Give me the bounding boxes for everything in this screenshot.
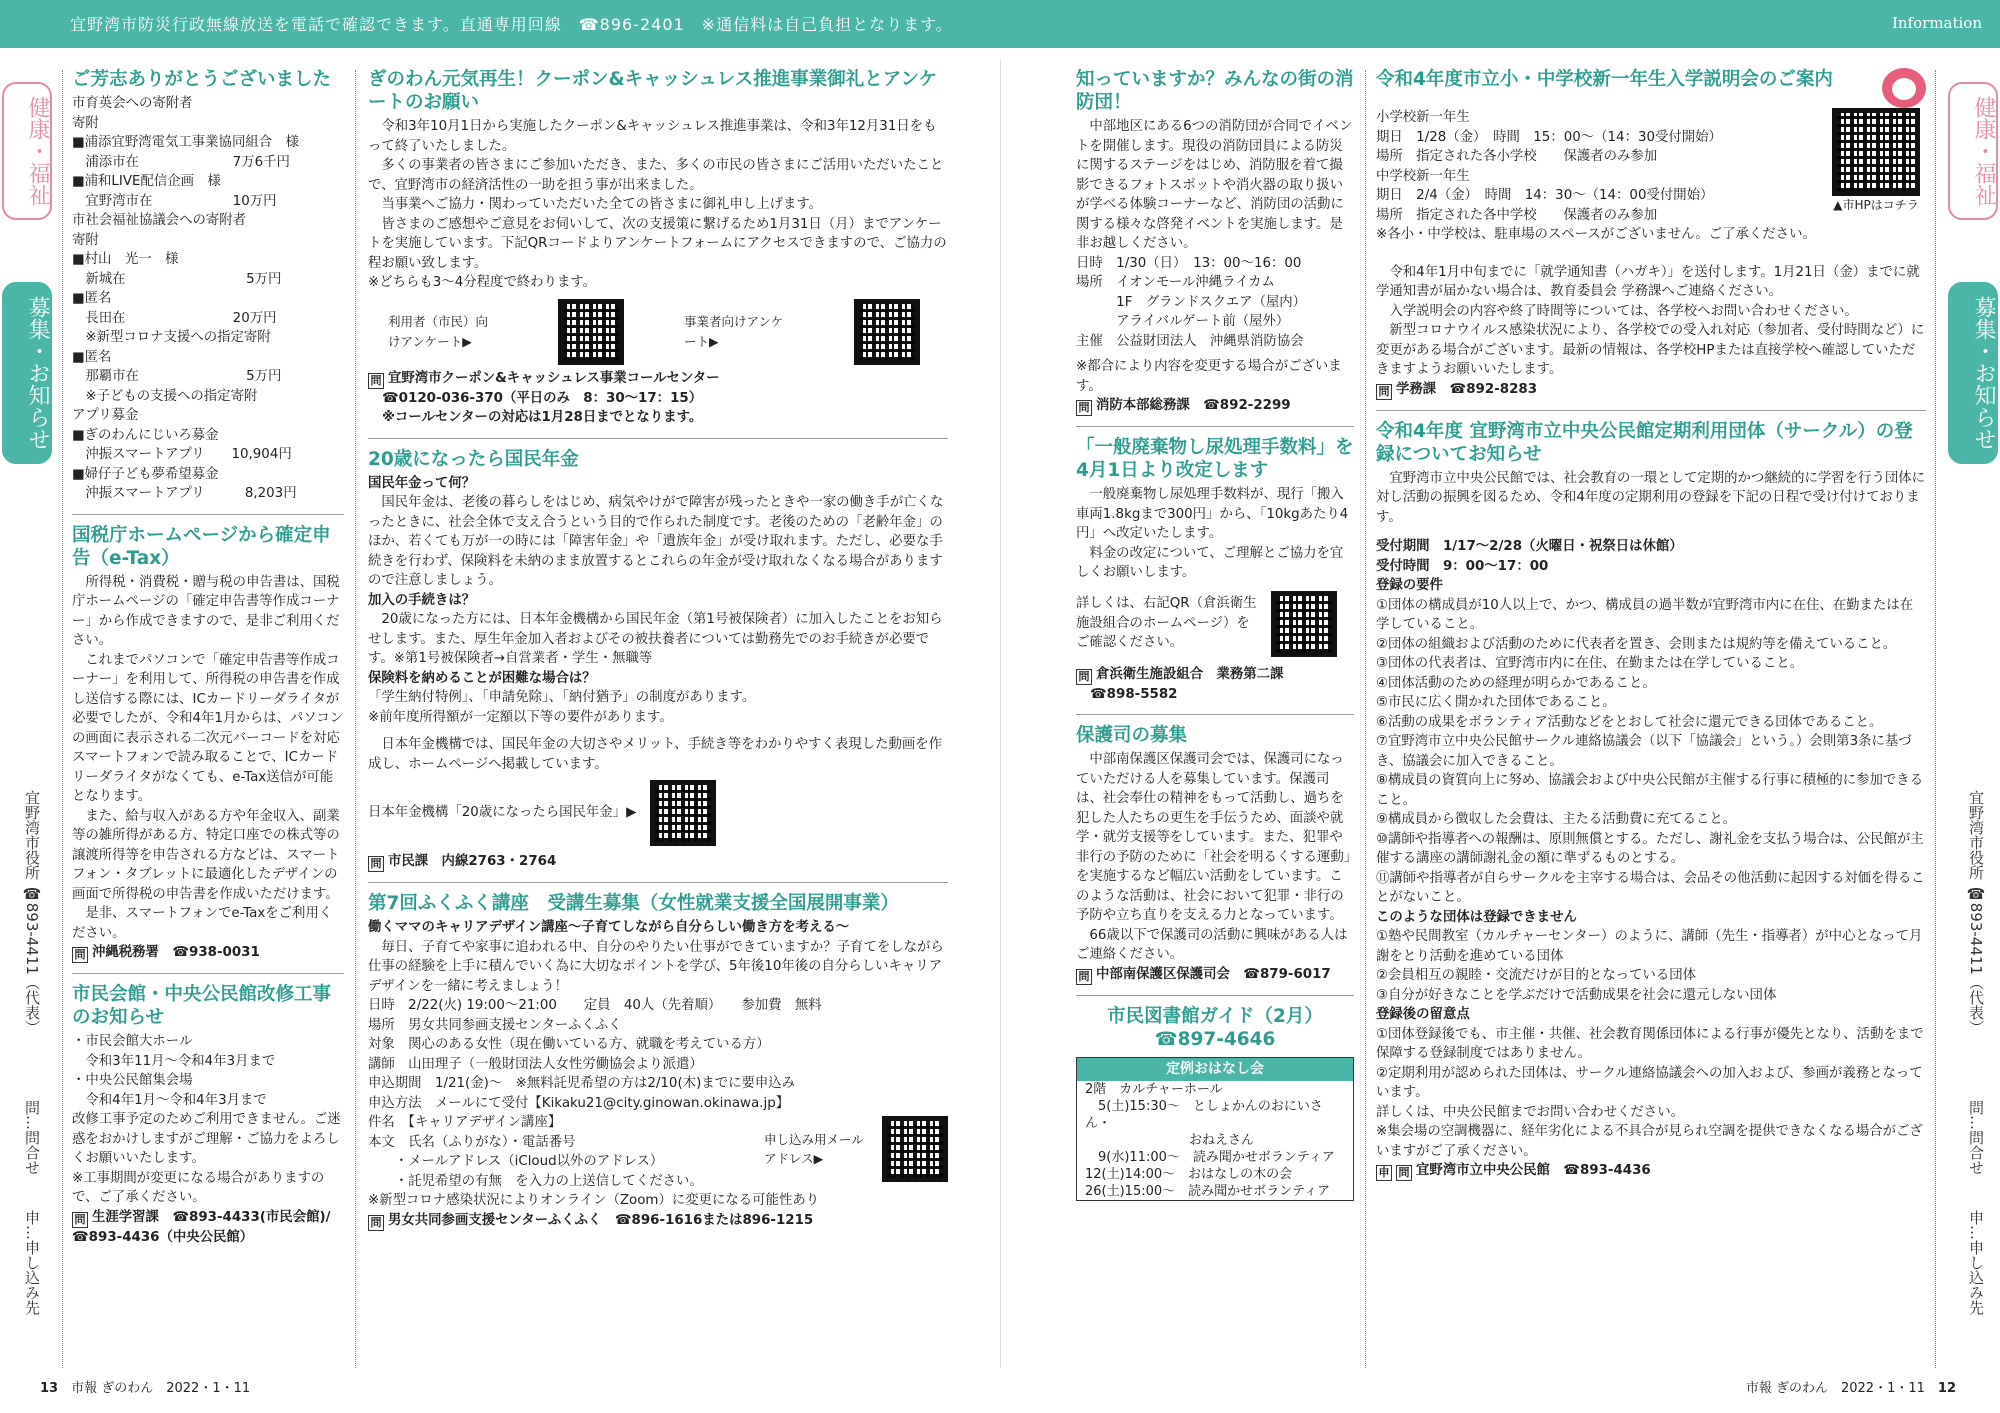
list-item: ・メールアドレス（iCloud以外のアドレス） xyxy=(368,1154,664,1169)
library-section xyxy=(1076,1005,1354,1202)
list-item: ②会員相互の親睦・交流だけが目的となっている団体 xyxy=(1376,968,1696,983)
inquiry-mark: 問 xyxy=(1076,400,1092,416)
page-number-left: 13 xyxy=(40,1381,59,1396)
list-item: 市社会福祉協議会への寄附者 xyxy=(72,213,247,228)
circle-section xyxy=(1376,420,1926,1182)
firestation-contact xyxy=(1076,396,1354,416)
probation-contact xyxy=(1076,965,1354,985)
qr-citizen-label: 利用者（市民）向けアンケート▶ xyxy=(388,314,489,349)
circle-title: 令和4年度 宜野湾市立中央公民館定期利用団体（サークル）の登録についてお知らせ xyxy=(1376,420,1913,465)
list-item: ①団体の構成員が10人以上で、かつ、構成員の過半数が宜野湾市内に在住、在勤または在学していること。 xyxy=(1376,597,1914,632)
column-right-2 xyxy=(1376,68,1926,1181)
inquiry-mark: 問 xyxy=(368,373,384,389)
list-item: 場所 イオンモール沖縄ライカム xyxy=(1076,275,1275,290)
list-item: ①団体登録後でも、市主催・共催、社会教育関係団体による行事が優先となり、活動をまで保障する登録制度ではありません。 xyxy=(1376,1026,1924,1061)
publication-left: 市報 ぎのわん 2022・1・11 xyxy=(71,1381,251,1396)
firestation-section xyxy=(1076,68,1354,416)
waste-section xyxy=(1076,436,1354,704)
inquiry-mark: 問 xyxy=(72,1212,88,1228)
list-item: 寄附 xyxy=(72,115,99,131)
list-item: ■浦和LIVE配信企画 様 xyxy=(72,174,221,189)
circle-req-title: 登録の要件 xyxy=(1376,578,1443,593)
fukufuku-section xyxy=(368,892,948,1231)
school-contact-text: 学務課 ☎892-8283 xyxy=(1396,381,1538,397)
tab-recruit-left[interactable]: 募集・お知らせ xyxy=(2,282,52,464)
school-schedule xyxy=(1376,108,1826,245)
list-item: ■村山 光一 様 xyxy=(72,252,179,267)
circle-ng-title: このような団体は登録できません xyxy=(1376,909,1577,925)
hall-title: 市民会館・中央公民館改修工事のお知らせ xyxy=(72,984,332,1028)
list-item: 期日 2/4（金） 時間 14：30～（14：00受付開始） xyxy=(1376,188,1714,203)
list-item: 長田在 20万円 xyxy=(72,310,277,326)
coupon-contact-text: 宜野湾市クーポン&キャッシュレス事業コールセンター xyxy=(388,370,720,386)
probation-contact-text: 中部南保護区保護司会 ☎879-6017 xyxy=(1096,966,1331,982)
etax-section xyxy=(72,524,344,964)
circle-after-title: 登録後の留意点 xyxy=(1376,1007,1470,1022)
list-item: ④団体活動のための経理が明らかであること。 xyxy=(1376,675,1656,691)
column-right-1 xyxy=(1076,68,1354,1201)
mascot-icon xyxy=(1882,68,1926,108)
list-item: ⑧構成員の資質向上に努め、協議会および中央公民館が主催する行事に積極的に参加できること。 xyxy=(1376,773,1924,808)
list-item: ③団体の代表者は、宜野湾市内に在住、在勤または在学していること。 xyxy=(1376,656,1804,671)
list-item: ③自分が好きなことを学ぶだけで活動成果を社会に還元しない団体 xyxy=(1376,987,1777,1003)
list-item: ・中央公民館集会場 xyxy=(72,1073,193,1088)
waste-qr[interactable] xyxy=(1271,591,1337,657)
school-title: 令和4年度市立小・中学校新一年生入学説明会のご案内 xyxy=(1376,69,1833,90)
waste-contact-text: 倉浜衛生施設組合 業務第二課 xyxy=(1096,666,1284,682)
school-para-3: 新型コロナウイルス感染状況により、各学校での受入れ対応（参加者、受付時間など）に変更がある場合がございます。最新の情報は、各学校HPまたは直接学校へ確認していただきますようお願いいたします。 xyxy=(1376,323,1925,377)
waste-title: 「一般廃棄物し尿処理手数料」を4月1日より改定します xyxy=(1076,437,1354,481)
circle-body: 宜野湾市立中央公民館では、社会教育の一環として定期的かつ継続的に学習を行う団体に対し活動の振興を図るため、令和4年度の定期利用の登録を下記の日程で受け付けております。 xyxy=(1376,470,1926,525)
list-item: 期日 1/28（金） 時間 15：00～（14：30受付開始） xyxy=(1376,129,1722,145)
pension-sub-1: 国民年金って何？ xyxy=(368,475,476,491)
list-item: 新城在 5万円 xyxy=(72,271,282,287)
list-item: 場所 男女共同参画支援センターふくふく xyxy=(368,1017,622,1033)
qr-business-label: 事業者向けアンケート▶ xyxy=(684,314,784,349)
pension-title: 20歳になったら国民年金 xyxy=(368,448,579,470)
probation-section xyxy=(1076,724,1354,985)
list-item: 申込方法 メールにて受付【Kikaku21@city.ginowan.okinawa.jp】 xyxy=(368,1095,790,1111)
list-item: 小学校新一年生 xyxy=(1376,110,1470,125)
firestation-note: ※都合により内容を変更する場合がございます。 xyxy=(1076,359,1342,394)
etax-contact xyxy=(72,943,344,963)
coupon-contact xyxy=(368,369,948,389)
circle-contact-text: 宜野湾市立中央公民館 ☎893-4436 xyxy=(1416,1163,1651,1178)
list-item: 1F グランドスクエア（屋内） xyxy=(1076,294,1307,310)
pension-sub-3: 保険料を納めることが困難な場合は？ xyxy=(368,670,596,686)
section-label: Information xyxy=(1891,14,1982,32)
list-item: 本文 氏名（ふりがな）・電話番号 xyxy=(368,1134,576,1150)
probation-body: 中部南保護区保護司会では、保護司になっていただける人を募集しています。保護司は、社会奉仕の精神をもって活動し、過ちを犯した人たちの更生を手伝うため、面談や就学・就労支援等をしています。また、犯罪や非行の予防のために「社会を明るくする運動」を実施するなど幅広い活動をしています。このような活動は、社会において犯罪・非行の予防や立ち直りを支える力となっています。 xyxy=(1076,752,1351,923)
list-item: ※各小・中学校は、駐車場のスペースがございません。ご了承ください。 xyxy=(1376,227,1816,242)
fukufuku-contact xyxy=(368,1211,948,1231)
pension-qr-label: 日本年金機構「20歳になったら国民年金」▶ xyxy=(368,805,637,821)
inquiry-mark: 問 xyxy=(72,947,88,963)
list-item: ⑨構成員から徴収した会費は、主たる活動費に充てること。 xyxy=(1376,812,1737,827)
list-item: 日時 2/22(火) 19:00～21:00 定員 40人（先着順） 参加費 無料 xyxy=(368,998,822,1013)
fukufuku-subtitle: 働くママのキャリアデザイン講座～子育てしながら自分らしい働き方を考える～ xyxy=(368,920,850,935)
list-item: ①塾や民間教室（カルチャーセンター）のように、講師（先生・指導者）が中心となって月謝をとり活動を進めている団体 xyxy=(1376,929,1923,964)
school-section xyxy=(1376,68,1926,400)
probation-title: 保護司の募集 xyxy=(1076,725,1188,746)
apply-mark: 申 xyxy=(1376,1165,1392,1181)
inquiry-mark: 問 xyxy=(1376,384,1392,400)
list-item: 日時 1/30（日） 13：00～16：00 xyxy=(1076,255,1302,271)
list-item: ②定期利用が認められた団体は、サークル連絡協議会への加入および、参画が義務となっています。 xyxy=(1376,1065,1923,1100)
column-left-1 xyxy=(72,68,344,1247)
page-number-right: 12 xyxy=(1937,1381,1956,1396)
storytime-rows xyxy=(1077,1081,1353,1200)
donation-section xyxy=(72,68,344,504)
list-item: ※工事期間が変更になる場合がありますので、ご了承ください。 xyxy=(72,1170,325,1205)
hall-contact-text: 生涯学習課 ☎893-4433(市民会館)/☎893-4436（中央公民館） xyxy=(72,1209,331,1245)
waste-body: 一般廃棄物し尿処理手数料が、現行「搬入車両1.8kgまで300円」から、「10kgあたり4円」へ改定いたします。 xyxy=(1076,487,1349,541)
tab-health-left[interactable]: 健康・福祉 xyxy=(2,82,52,220)
inquiry-mark: 問 xyxy=(1076,969,1092,985)
list-item: 講師 山田理子（一般財団法人女性労働協会より派遣） xyxy=(368,1056,703,1072)
list-item: ②団体の組織および活動のために代表者を置き、会則または規約等を備えていること。 xyxy=(1376,636,1897,652)
pension-body-1: 国民年金は、老後の暮らしをはじめ、病気やけがで障害が残ったときや一家の働き手が亡くなったときに、社会全体で支え合うという目的で作られた制度です。老後のための「老齢年金」のほか、若くても万が一の時には「障害年金」や「遺族年金」が受け取れます。ただし、必要な手続きを行わず、保険料を未納のまま放置するとこれらの年金が受け取れなくなる場合がありますので注意しましょう。 xyxy=(368,495,944,588)
hall-contact xyxy=(72,1208,344,1248)
circle-more: 詳しくは、中央公民館までお問い合わせください。 xyxy=(1376,1104,1684,1120)
coupon-callcenter-note: ※コールセンターの対応は1月28日までとなります。 xyxy=(382,410,703,425)
list-item: ⑦宜野湾市立中央公民館サークル連絡協議会（以下「協議会」という。）会則第3条に基づき、協議会に加入できること。 xyxy=(1376,734,1912,769)
list-item: 改修工事予定のためご利用できません。ご迷惑をおかけしますがご理解・ご協力をよろしくお願いいたします。 xyxy=(72,1112,341,1166)
circle-period: 受付期間 1/17～2/28（火曜日・祝祭日は休館） xyxy=(1376,539,1683,554)
list-item: 市育英会への寄附者 xyxy=(72,96,193,111)
list-item: ■婦仔子ども夢希望募金 xyxy=(72,466,219,482)
top-banner xyxy=(0,0,2000,48)
coupon-para-4: 皆さまのご感想やご意見をお伺いして、次の支援策に繋げるため1月31日（月）までアンケートを実施しています。下記QRコードよりアンケートフォームにアクセスできますので、ご協力の程お願い致します。 xyxy=(368,216,947,271)
school-contact xyxy=(1376,380,1926,400)
list-item: ⑤市民に広く開かれた団体であること。 xyxy=(1376,695,1616,710)
list-item: 対象 関心のある女性（現在働いている方、就職を考えている方） xyxy=(368,1037,770,1052)
list-item: ・託児希望の有無 を入力の上送信してください。 xyxy=(368,1173,703,1189)
list-item: 場所 指定された各中学校 保護者のみ参加 xyxy=(1376,207,1658,223)
circle-contact xyxy=(1376,1161,1926,1181)
broadcast-notice: 宜野湾市防災行政無線放送を電話で確認できます。直通専用回線 ☎896-2401 ※通信料は自己負担となります。 xyxy=(70,15,953,34)
pension-body-2: 20歳になった方には、日本年金機構から国民年金（第1号被保険者）に加入したことをお知らせします。また、厚生年金加入者およびその被扶養者については勤務先でのお手続きが必要です。※第1号被保険者→自営業者・学生・無職等 xyxy=(368,612,943,666)
school-para-2: 入学説明会の内容や終了時間等については、各学校へお問い合わせください。 xyxy=(1389,303,1858,319)
pension-note-3: ※前年度所得額が一定額以下等の要件があります。 xyxy=(368,709,673,725)
library-title: 市民図書館ガイド（2月） xyxy=(1107,1005,1323,1027)
legend-inquiry-left: 問…問合せ xyxy=(23,1100,41,1175)
list-item: 申込期間 1/21(金)～ ※無料託児希望の方は2/10(木)までに要申込み xyxy=(368,1076,796,1091)
list-item: 寄附 xyxy=(72,232,99,248)
fukufuku-qr[interactable] xyxy=(882,1116,948,1182)
fukufuku-contact-text: 男女共同参画支援センターふくふく ☎896-1616または896-1215 xyxy=(388,1212,814,1228)
list-item: 主催 公益財団法人 沖縄県消防協会 xyxy=(1076,333,1304,349)
school-para-1: 令和4年1月中旬までに「就学通知書（ハガキ）」を送付します。1月21日（金）までに就学通知書が届かない場合は、教育委員会 学務課へご連絡ください。 xyxy=(1376,264,1920,299)
inquiry-mark: 問 xyxy=(1396,1165,1412,1181)
legend-apply-left: 申…申し込み先 xyxy=(23,1210,41,1315)
list-item: ⑥活動の成果をボランティア活動などをとおして社会に還元できる団体であること。 xyxy=(1376,714,1883,730)
pension-contact xyxy=(368,852,948,872)
circle-note: ※集会場の空調機器に、経年劣化による不具合が見られ空調を提供できなくなる場合がございますがご了承ください。 xyxy=(1376,1124,1923,1159)
firestation-details xyxy=(1076,254,1354,352)
list-item: ・市民会館大ホール xyxy=(72,1034,193,1049)
waste-body-2: 料金の改定について、ご理解とご協力を宜しくお願いします。 xyxy=(1076,545,1344,580)
list-item: 9(水)11:00～ 読み聞かせボランティア xyxy=(1085,1150,1335,1165)
list-item: ⑩講師や指導者への報酬は、原則無償とする。ただし、謝礼金を支払う場合は、公民館が主催する講座の講師謝礼金の額に準ずるものとする。 xyxy=(1376,831,1924,866)
school-qr[interactable] xyxy=(1832,108,1920,196)
list-item: ■浦添宜野湾電気工事業協同組合 様 xyxy=(72,135,299,150)
list-item: ※子どもの支援への指定寄附 xyxy=(72,388,258,404)
waste-qr-label: 詳しくは、右記QR（倉浜衛生施設組合のホームページ）をご確認ください。 xyxy=(1076,596,1257,651)
list-item: 5(土)15:30～ としょかんのおにいさん・ xyxy=(1085,1099,1323,1131)
firestation-body: 中部地区にある6つの消防団が合同でイベントを開催します。現役の消防団員による防災に関するステージをはじめ、消防服を着て撮影できるフォトスポットや消火器の取り扱いが学べる体験コーナーなど、消防団の活動に関する様々な啓発イベントを実施します。是非お越しください。 xyxy=(1076,119,1353,251)
list-item: ■ぎのわんにじいろ募金 xyxy=(72,427,219,443)
firestation-contact-text: 消防本部総務課 ☎892-2299 xyxy=(1096,398,1291,413)
list-item: アライバルゲート前（屋外） xyxy=(1076,314,1290,329)
firestation-title: 知っていますか？みんなの街の消防団！ xyxy=(1076,69,1354,113)
pension-section xyxy=(368,448,948,873)
donation-title: ご芳志ありがとうございました xyxy=(72,69,332,90)
pension-body-3: 「学生納付特例」、「申請免除」、「納付猶予」の制度があります。 xyxy=(368,690,756,705)
coupon-tel: ☎0120-036-370（平日のみ 8：30～17：15） xyxy=(382,390,703,406)
list-item: アプリ募金 xyxy=(72,408,139,423)
list-item: ■匿名 xyxy=(72,291,112,306)
coupon-para-2: 多くの事業者の皆さまにご参加いただき、また、多くの市民の皆さまにご活用いただいたことで、宜野湾市の経済活性の一助を担う事が出来ました。 xyxy=(368,158,944,193)
list-item: 26(土)15:00～ 読み聞かせボランティア xyxy=(1085,1184,1331,1199)
circle-requirements xyxy=(1376,596,1926,908)
circle-after-list xyxy=(1376,1025,1926,1103)
inquiry-mark: 問 xyxy=(368,1215,384,1231)
list-item: ⑪講師や指導者が自らサークルを主宰する場合は、会品その他活動に起因する対価を得ることがないこと。 xyxy=(1376,870,1925,905)
probation-body-2: 66歳以下で保護司の活動に興味がある人はご連絡ください。 xyxy=(1076,927,1348,962)
circle-hours: 受付時間 9：00～17：00 xyxy=(1376,558,1549,574)
list-item: おねえさん xyxy=(1085,1133,1255,1148)
tab-health-right[interactable]: 健康・福祉 xyxy=(1948,82,1998,220)
coupon-section xyxy=(368,68,948,428)
coupon-para-3: 当事業へご協力・関わっていただいた全ての皆さまに御礼申し上げます。 xyxy=(381,197,823,212)
etax-para-1: 所得税・消費税・贈与税の申告書は、国税庁ホームページの「確定申告書等作成コーナー」から作成できますので、是非ご利用ください。 xyxy=(72,574,340,648)
city-hall-phone-left: 宜野湾市役所 ☎893-4411（代表） xyxy=(23,790,41,1035)
coupon-note: ※どちらも3～4分程度で終わります。 xyxy=(368,275,597,290)
etax-contact-text: 沖縄税務署 ☎938-0031 xyxy=(92,945,260,960)
fukufuku-title: 第7回ふくふく講座 受講生募集（女性就業支援全国展開事業） xyxy=(368,893,899,914)
list-item: ※新型コロナ支援への指定寄附 xyxy=(72,330,271,345)
circle-ng-list xyxy=(1376,927,1926,1005)
library-tel: ☎897-4646 xyxy=(1154,1028,1276,1050)
list-item: 宜野湾市在 10万円 xyxy=(72,193,277,209)
list-item: 件名 【キャリアデザイン講座】 xyxy=(368,1115,562,1130)
list-item: 場所 指定された各小学校 保護者のみ参加 xyxy=(1376,149,1658,164)
waste-contact xyxy=(1076,665,1354,685)
list-item: 浦添市在 7万6千円 xyxy=(72,154,290,170)
footer-right xyxy=(1746,1377,1956,1396)
pension-body-4: 日本年金機構では、国民年金の大切さやメリット、手続き等をわかりやすく表現した動画を作成し、ホームページへ掲載しています。 xyxy=(368,737,943,772)
storytime-title: 定例おはなし会 xyxy=(1077,1058,1353,1082)
fukufuku-qr-label: 申し込み用メールアドレス▶ xyxy=(764,1131,864,1166)
column-left-2 xyxy=(368,68,948,1231)
list-item: ■匿名 xyxy=(72,349,112,365)
etax-para-4: 是非、スマートフォンでe-Taxをご利用ください。 xyxy=(72,906,333,941)
qr-business-survey[interactable] xyxy=(854,299,920,365)
storytime-box xyxy=(1076,1057,1354,1202)
hall-section xyxy=(72,983,344,1247)
coupon-para-1: 令和3年10月1日から実施したクーポン&キャッシュレス推進事業は、令和3年12月31日をもって終了いたしました。 xyxy=(368,119,937,154)
pension-contact-text: 市民課 内線2763・2764 xyxy=(388,854,557,869)
list-item: 那覇市在 5万円 xyxy=(72,369,282,384)
legend-inquiry-right: 問…問合せ xyxy=(1967,1100,1985,1175)
inquiry-mark: 問 xyxy=(1076,669,1092,685)
list-item: 12(土)14:00～ おはなしの木の会 xyxy=(1085,1167,1293,1182)
list-item: 2階 カルチャーホール xyxy=(1085,1082,1223,1097)
hall-lines xyxy=(72,1032,344,1208)
legend-apply-right: 申…申し込み先 xyxy=(1967,1210,1985,1315)
list-item: 令和4年1月～令和4年3月まで xyxy=(72,1092,267,1108)
etax-title: 国税庁ホームページから確定申告（e-Tax） xyxy=(72,524,331,569)
tab-recruit-right[interactable]: 募集・お知らせ xyxy=(1948,282,1998,464)
coupon-title: ぎのわん元気再生！クーポン&キャッシュレス推進事業御礼とアンケートのお願い xyxy=(368,69,938,113)
school-qr-label: ▲市HPはコチラ xyxy=(1833,198,1919,212)
list-item: ※新型コロナ感染状況によりオンライン（Zoom）に変更になる可能性あり xyxy=(368,1193,820,1208)
list-item: 令和3年11月～令和4年3月まで xyxy=(72,1053,276,1069)
waste-tel: ☎898-5582 xyxy=(1090,686,1178,702)
list-item: 中学校新一年生 xyxy=(1376,168,1470,184)
list-item: 沖振スマートアプリ 8,203円 xyxy=(72,486,297,501)
etax-para-2: これまでパソコンで「確定申告書等作成コーナー」を利用して、所得税の申告書を作成し送信する際には、ICカードリーダライタが必要でしたが、令和4年1月からは、パソコンの画面に表示される二次元バーコードを対応スマートフォンで読み取ることで、ICカードリーダライタがなくても、e-Tax送信が可能となります。 xyxy=(72,652,344,804)
list-item: 沖振スマートアプリ 10,904円 xyxy=(72,447,292,462)
inquiry-mark: 問 xyxy=(368,856,384,872)
donation-list xyxy=(72,94,344,504)
publication-right: 市報 ぎのわん 2022・1・11 xyxy=(1745,1381,1925,1396)
city-hall-phone-right: 宜野湾市役所 ☎893-4411（代表） xyxy=(1967,790,1985,1035)
footer-left xyxy=(40,1377,250,1396)
pension-qr[interactable] xyxy=(650,780,716,846)
fukufuku-body: 毎日、子育てや家事に追われる中、自分のやりたい仕事ができていますか？子育てをしながら仕事の経験を上手に積んでいく為に大切なポイントを学び、5年後10年後の自分らしいキャリアデザインを一緒に考えましょう！ xyxy=(368,939,944,994)
etax-para-3: また、給与収入がある方や年金収入、副業等の雑所得がある方、特定口座での株式等の譲渡所得等を申告される方などは、スマートフォン・タブレットに最適化したデザインの画面で所得税の申告書を作成いただけます。 xyxy=(72,808,340,902)
pension-sub-2: 加入の手続きは？ xyxy=(368,592,476,608)
qr-citizen-survey[interactable] xyxy=(558,299,624,365)
